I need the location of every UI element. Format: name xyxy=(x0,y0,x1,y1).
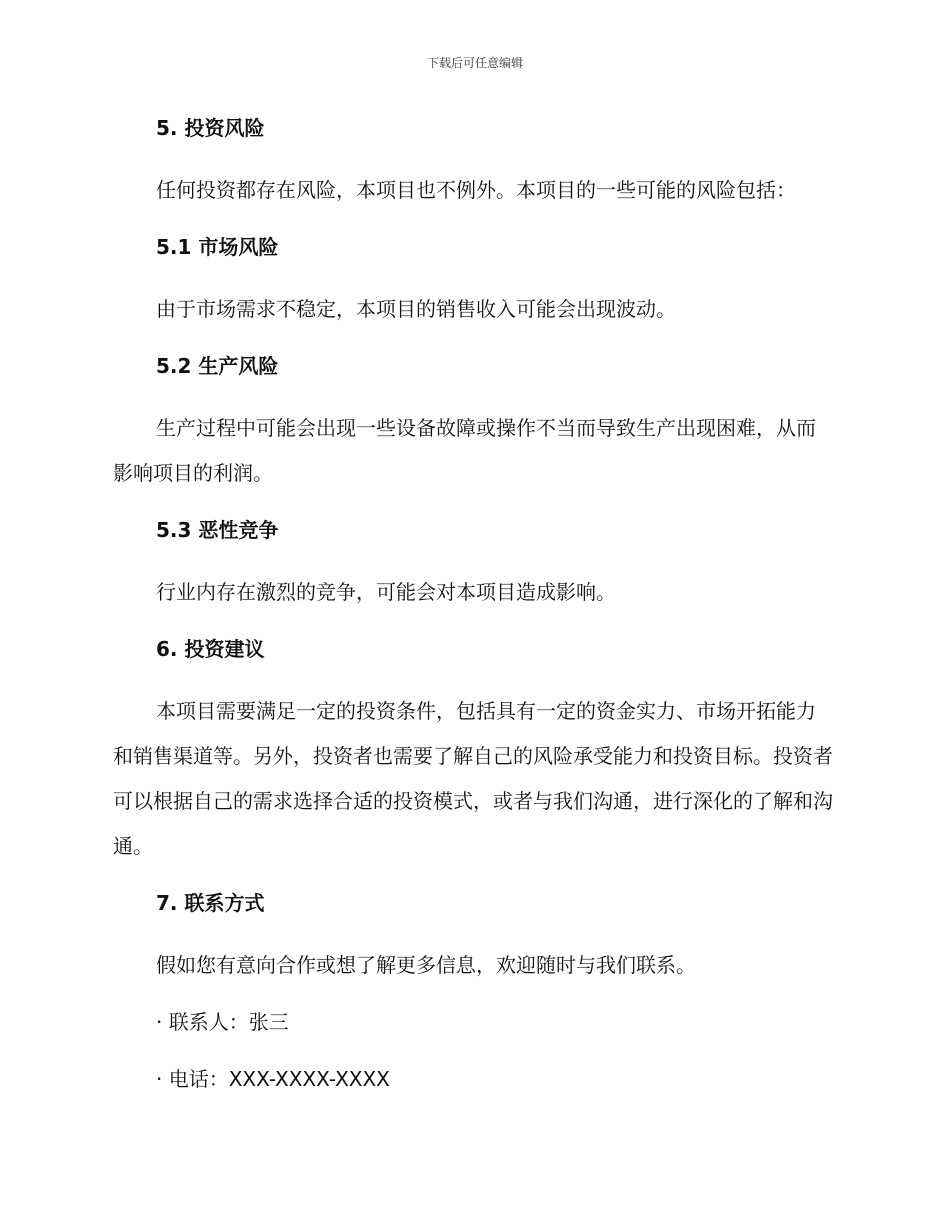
section-heading-investment-advice: 6. 投资建议 xyxy=(156,637,265,661)
section-body-contact: 假如您有意向合作或想了解更多信息，欢迎随时与我们联系。 xyxy=(156,953,696,977)
section-body-production-risk: 生产过程中可能会出现一些设备故障或操作不当而导致生产出现困难，从而影响项目的利润。 xyxy=(113,416,816,485)
contact-phone: · 电话：XXX-XXXX-XXXX xyxy=(156,1067,390,1091)
section-body-investment-advice: 本项目需要满足一定的投资条件，包括具有一定的资金实力、市场开拓能力和销售渠道等。另外，投资者也需要了解自己的风险承受能力和投资目标。投资者可以根据自己的需求选择合适的投资模式，或者与我们沟通，进行深化的了解和沟通。 xyxy=(113,699,833,858)
section-heading-production-risk: 5.2 生产风险 xyxy=(156,354,279,378)
section-body-market-risk: 由于市场需求不稳定，本项目的销售收入可能会出现波动。 xyxy=(156,297,676,321)
section-body-investment-risk: 任何投资都存在风险，本项目也不例外。本项目的一些可能的风险包括： xyxy=(156,178,796,202)
section-heading-vicious-competition: 5.3 恶性竞争 xyxy=(156,518,279,542)
section-heading-market-risk: 5.1 市场风险 xyxy=(156,235,279,259)
contact-person: · 联系人：张三 xyxy=(156,1010,289,1034)
page-header-note: 下载后可任意编辑 xyxy=(426,56,523,70)
section-heading-contact: 7. 联系方式 xyxy=(156,891,265,915)
document-body xyxy=(113,112,835,1095)
section-heading-investment-risk: 5. 投资风险 xyxy=(156,116,265,140)
section-body-vicious-competition: 行业内存在激烈的竞争，可能会对本项目造成影响。 xyxy=(156,580,616,604)
